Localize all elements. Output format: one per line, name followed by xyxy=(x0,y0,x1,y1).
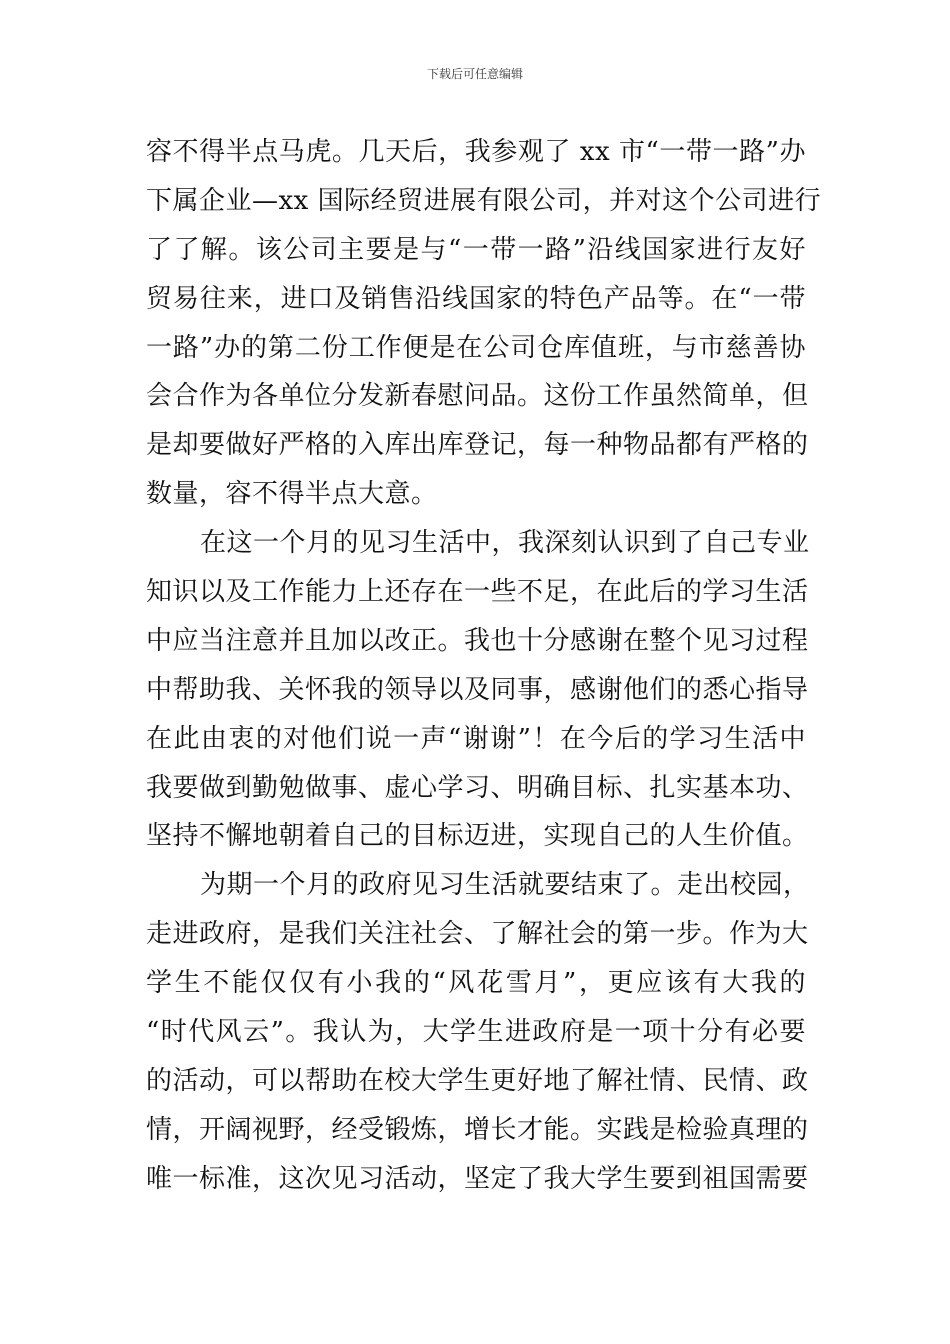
text-line: 中应当注意并且加以改正。我也十分感谢在整个见习过程 xyxy=(146,625,809,656)
text-line: 学生不能仅仅有小我的“风花雪月”，更应该有大我的 xyxy=(146,968,806,999)
paragraph xyxy=(146,128,822,519)
text-line: 一路”办的第二份工作便是在公司仓库值班，与市慈善协 xyxy=(146,332,806,363)
text-line: 唯一标准，这次见习活动，坚定了我大学生要到祖国需要 xyxy=(146,1163,809,1194)
paragraph xyxy=(146,519,810,861)
text-line: 是却要做好严格的入库出库登记，每一种物品都有严格的 xyxy=(146,430,809,461)
text-line: 会合作为各单位分发新春慰问品。这份工作虽然简单，但 xyxy=(146,381,809,412)
text-line: 情，开阔视野，经受锻炼，增长才能。实践是检验真理的 xyxy=(146,1114,809,1145)
document-body xyxy=(146,128,822,1204)
text-line: 在此由衷的对他们说一声“谢谢”！在今后的学习生活中 xyxy=(146,723,806,754)
text-line: 中帮助我、关怀我的领导以及同事，感谢他们的悉心指导 xyxy=(146,674,809,705)
text-line: 下属企业—xx 国际经贸进展有限公司，并对这个公司进行 xyxy=(146,185,822,216)
text-line: 我要做到勤勉做事、虚心学习、明确目标、扎实基本功、 xyxy=(146,772,809,803)
text-line: 的活动，可以帮助在校大学生更好地了解社情、民情、政 xyxy=(146,1065,809,1096)
text-line: 容不得半点马虎。几天后，我参观了 xx 市“一带一路”办 xyxy=(146,137,806,167)
text-line: “时代风云”。我认为，大学生进政府是一项十分有必要 xyxy=(146,1017,806,1048)
paragraph xyxy=(146,861,810,1203)
text-line: 知识以及工作能力上还存在一些不足，在此后的学习生活 xyxy=(146,577,809,608)
text-line: 为期一个月的政府见习生活就要结束了。走出校园， xyxy=(200,870,810,901)
text-line: 贸易往来，进口及销售沿线国家的特色产品等。在“一带 xyxy=(146,283,806,314)
text-line: 在这一个月的见习生活中，我深刻认识到了自己专业 xyxy=(200,528,810,559)
text-line: 走进政府，是我们关注社会、了解社会的第一步。作为大 xyxy=(146,919,809,950)
page-header-note: 下载后可任意编辑 xyxy=(426,67,523,81)
text-line: 坚持不懈地朝着自己的目标迈进，实现自己的人生价值。 xyxy=(146,821,809,852)
text-line: 了了解。该公司主要是与“一带一路”沿线国家进行友好 xyxy=(146,234,806,265)
text-line: 数量，容不得半点大意。 xyxy=(146,479,438,510)
